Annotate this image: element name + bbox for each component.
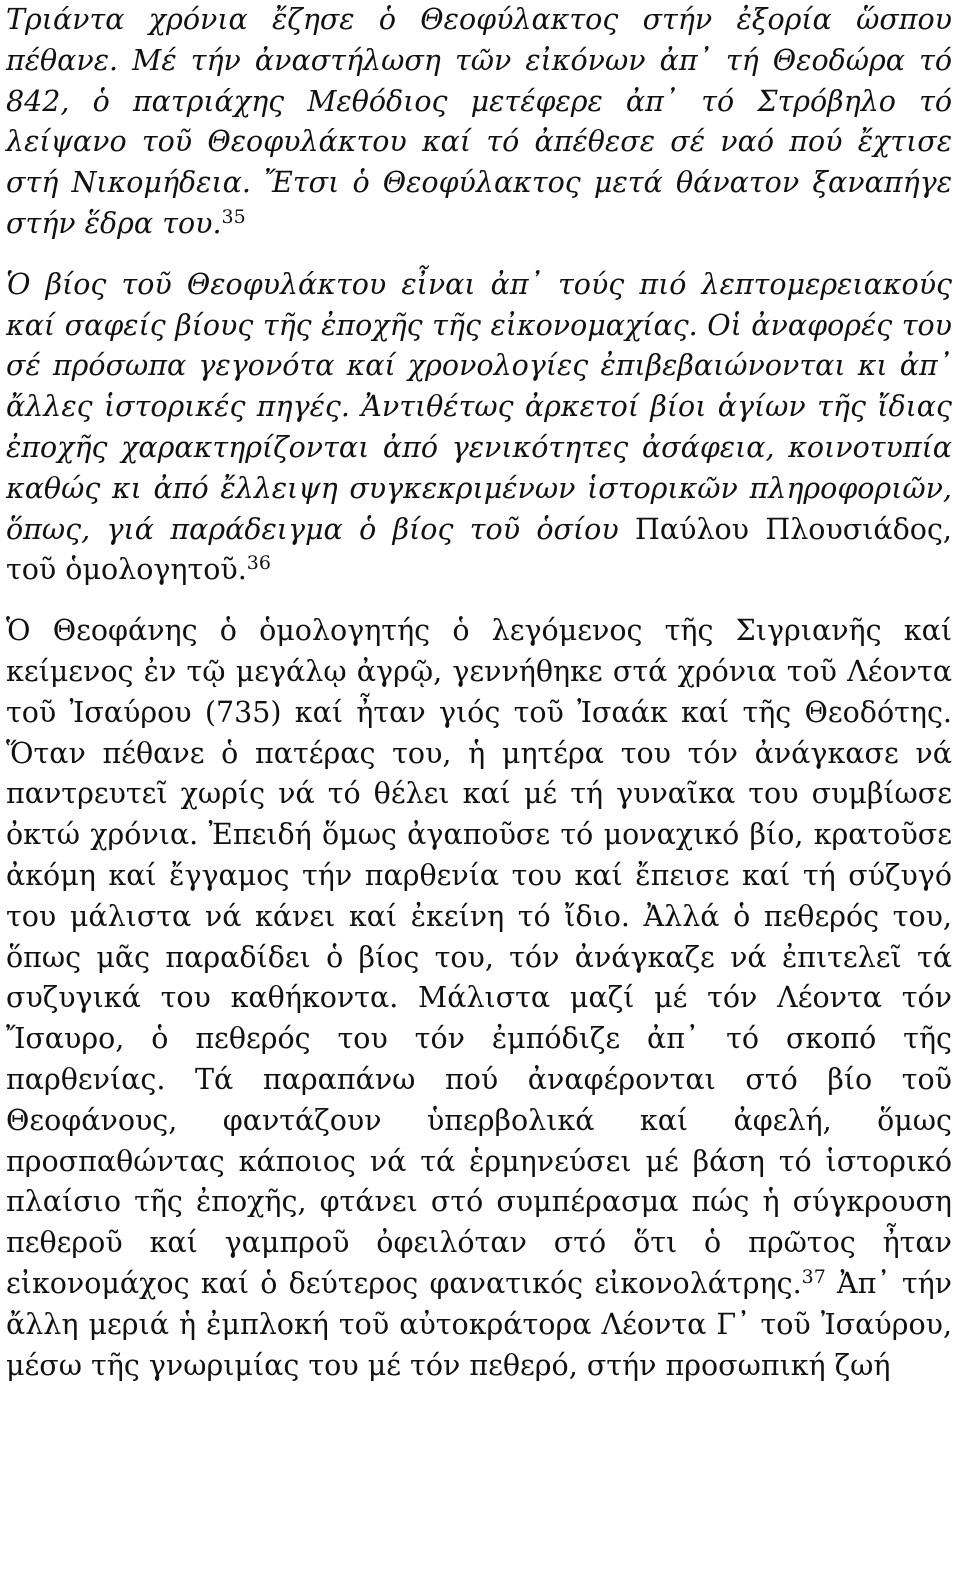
footnote-ref-36[interactable]: 36 xyxy=(246,552,271,575)
paragraph-3 xyxy=(6,611,952,1386)
paragraph-2-text-upright: Παύλου Πλουσιάδος, τοῦ ὁμολογητοῦ. xyxy=(6,512,952,587)
paragraph-1-text: Τριάντα χρόνια ἔζησε ὁ Θεοφύλακτος στήν ἐξορία ὥσπου πέθανε. Μέ τήν ἀναστήλωση τῶν εἰκόνων ἀπ᾿ τή Θεοδώρα τό 842, ὁ πατριάχης Μεθόδιος μετέφερε ἀπ᾿ τό Στρόβηλο τό λείψανο τοῦ Θεοφυλάκτου καί τό ἀπέθεσε σέ ναό πού ἔχτισε στή Νικομήδεια. Ἔτσι ὁ Θεοφύλακτος μετά θάνατον ξαναπήγε στήν ἕδρα του. xyxy=(6,3,952,240)
paragraph-2 xyxy=(6,265,952,591)
footnote-ref-35[interactable]: 35 xyxy=(221,205,246,228)
paragraph-3-text-continued: Ἀπ᾿ τήν ἄλλη μεριά ἡ ἐμπλοκή τοῦ αὐτοκράτορα Λέοντα Γ᾿ τοῦ Ἰσαύρου, μέσω τῆς γνωριμίας του μέ τόν πεθερό, στήν προσωπική ζωή xyxy=(6,1266,952,1382)
paragraph-2-text: Ὁ βίος τοῦ Θεοφυλάκτου εἶναι ἀπ᾿ τούς πιό λεπτομερειακούς καί σαφείς βίους τῆς ἐποχῆς τῆς εἰκονομαχίας. Οἱ ἀναφορές του σέ πρόσωπα γεγονότα καί χρονολογίες ἐπιβεβαιώνονται κι ἀπ᾿ ἄλλες ἱστορικές πηγές. Ἀντιθέτως ἀρκετοί βίοι ἁγίων τῆς ἴδιας ἐποχῆς χαρακτηρίζονται ἀπό γενικότητες ἀσάφεια, κοινοτυπία καθώς κι ἀπό ἔλλειψη συγκεκριμένων ἱστορικῶν πληροφοριῶν, ὅπως, γιά παράδειγμα ὁ βίος τοῦ ὁσίου xyxy=(6,267,952,546)
paragraph-3-text: Ὁ Θεοφάνης ὁ ὁμολογητής ὁ λεγόμενος τῆς Σιγριανῆς καί κείμενος ἐν τῷ μεγάλῳ ἀγρῷ, γεννήθηκε στά χρόνια τοῦ Λέοντα τοῦ Ἰσαύρου (735) καί ἦταν γιός τοῦ Ἰσαάκ καί τῆς Θεοδότης. Ὅταν πέθανε ὁ πατέρας του, ἡ μητέρα του τόν ἀνάγκασε νά παντρευτεῖ χωρίς νά τό θέλει καί μέ τή γυναῖκα του συμβίωσε ὀκτώ χρόνια. Ἐπειδή ὅμως ἀγαποῦσε τό μοναχικό βίο, κρατοῦσε ἀκόμη καί ἔγγαμος τήν παρθενία του καί ἔπεισε καί τή σύζυγό του μάλιστα νά κάνει καί ἐκείνη τό ἴδιο. Ἀλλά ὁ πεθερός του, ὅπως μᾶς παραδίδει ὁ βίος του, τόν ἀνάγκαζε νά ἐπιτελεῖ τά συζυγικά του καθήκοντα. Μάλιστα μαζί μέ τόν Λέοντα τόν Ἴσαυρο, ὁ πεθερός του τόν ἐμπόδιζε ἀπ᾿ τό σκοπό τῆς παρθενίας. Τά παραπάνω πού ἀναφέρονται στό βίο τοῦ Θεοφάνους, φαντάζουν ὑπερβολικά καί ἀφελή, ὅμως προσπαθώντας κάποιος νά τά ἑρμηνεύσει μέ βάση τό ἱστορικό πλαίσιο τῆς ἐποχῆς, φτάνει στό συμπέρασμα πώς ἡ σύγκρουση πεθεροῦ καί γαμπροῦ ὀφειλόταν στό ὅτι ὁ πρῶτος ἦταν εἰκονομάχος καί ὁ δεύτερος φανατικός εἰκονολάτρης. xyxy=(6,614,952,1300)
paragraph-1 xyxy=(6,0,952,245)
footnote-ref-37[interactable]: 37 xyxy=(801,1265,826,1288)
